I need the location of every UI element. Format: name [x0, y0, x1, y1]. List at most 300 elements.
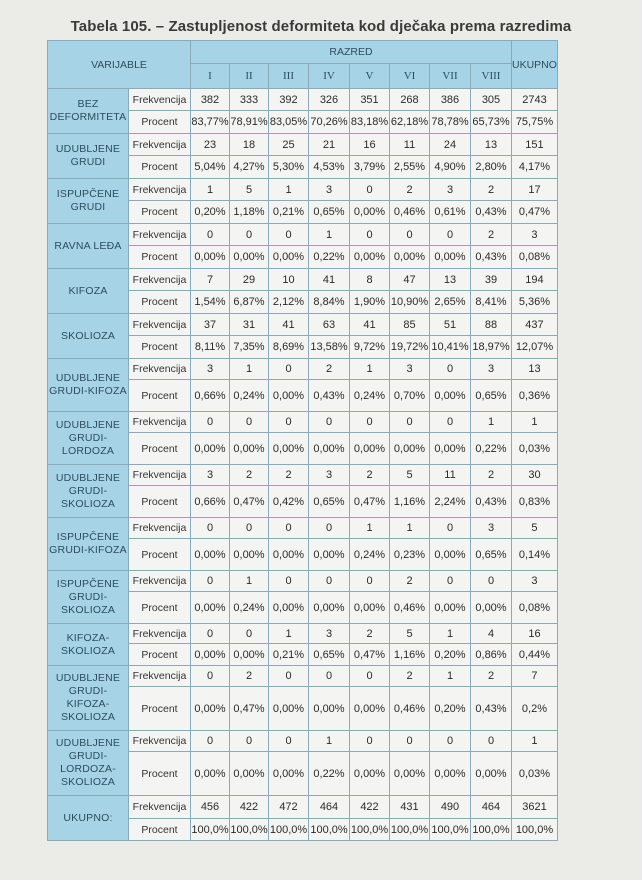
table-row — [48, 359, 558, 380]
percent-cell: 0,00% — [309, 539, 350, 571]
percent-cell: 100,0% — [390, 819, 430, 841]
table-row — [48, 134, 558, 156]
frequency-cell: 268 — [390, 89, 430, 111]
frequency-cell: 0 — [191, 224, 230, 246]
frequency-cell: 7 — [191, 269, 230, 291]
frequency-cell: 1 — [350, 518, 390, 539]
percent-cell: 4,53% — [309, 156, 350, 179]
percent-cell: 0,00% — [191, 644, 230, 666]
frequency-cell: 13 — [471, 134, 512, 156]
frequency-cell: 490 — [430, 796, 471, 819]
percent-cell: 0,46% — [390, 687, 430, 731]
percent-cell: 5,36% — [512, 291, 558, 314]
row-type-label: Frekvencija — [129, 89, 191, 111]
frequency-cell: 16 — [512, 624, 558, 644]
row-variable-label: ISPUPČENE GRUDI-SKOLIOZA — [48, 571, 129, 624]
frequency-cell: 0 — [230, 624, 269, 644]
frequency-cell: 0 — [350, 179, 390, 201]
percent-cell: 0,00% — [230, 246, 269, 269]
frequency-cell: 1 — [230, 359, 269, 380]
frequency-cell: 0 — [309, 412, 350, 433]
frequency-cell: 0 — [191, 518, 230, 539]
percent-cell: 0,00% — [269, 752, 309, 796]
frequency-cell: 2743 — [512, 89, 558, 111]
frequency-cell: 1 — [512, 731, 558, 752]
frequency-cell: 2 — [309, 359, 350, 380]
percent-cell: 9,72% — [350, 336, 390, 359]
frequency-cell: 0 — [230, 412, 269, 433]
frequency-cell: 11 — [390, 134, 430, 156]
percent-cell: 0,00% — [309, 433, 350, 465]
percent-cell: 0,00% — [350, 592, 390, 624]
percent-cell: 0,00% — [390, 433, 430, 465]
frequency-cell: 1 — [269, 624, 309, 644]
percent-cell: 0,47% — [512, 201, 558, 224]
frequency-cell: 0 — [269, 571, 309, 592]
row-type-label: Procent — [129, 433, 191, 465]
percent-cell: 0,00% — [430, 752, 471, 796]
percent-cell: 8,69% — [269, 336, 309, 359]
row-type-label: Frekvencija — [129, 412, 191, 433]
frequency-cell: 3 — [191, 359, 230, 380]
percent-cell: 0,00% — [350, 752, 390, 796]
percent-cell: 100,0% — [269, 819, 309, 841]
frequency-cell: 0 — [350, 412, 390, 433]
table-row — [48, 796, 558, 819]
frequency-cell: 2 — [230, 465, 269, 486]
frequency-cell: 63 — [309, 314, 350, 336]
percent-cell: 1,16% — [390, 486, 430, 518]
percent-cell: 0,00% — [309, 592, 350, 624]
percent-cell: 0,00% — [471, 592, 512, 624]
percent-cell: 0,00% — [230, 539, 269, 571]
frequency-cell: 8 — [350, 269, 390, 291]
percent-cell: 100,0% — [471, 819, 512, 841]
frequency-cell: 456 — [191, 796, 230, 819]
percent-cell: 0,00% — [430, 592, 471, 624]
frequency-cell: 39 — [471, 269, 512, 291]
frequency-cell: 0 — [430, 731, 471, 752]
frequency-cell: 0 — [471, 731, 512, 752]
percent-cell: 0,00% — [471, 752, 512, 796]
frequency-cell: 0 — [430, 224, 471, 246]
percent-cell: 2,12% — [269, 291, 309, 314]
frequency-cell: 464 — [471, 796, 512, 819]
frequency-cell: 41 — [350, 314, 390, 336]
percent-cell: 0,23% — [390, 539, 430, 571]
row-type-label: Procent — [129, 246, 191, 269]
percent-cell: 0,00% — [269, 592, 309, 624]
frequency-cell: 41 — [309, 269, 350, 291]
table-row — [48, 89, 558, 111]
row-type-label: Frekvencija — [129, 314, 191, 336]
frequency-cell: 18 — [230, 134, 269, 156]
grade-label: I — [208, 70, 212, 82]
frequency-cell: 3 — [390, 359, 430, 380]
frequency-cell: 16 — [350, 134, 390, 156]
percent-cell: 4,90% — [430, 156, 471, 179]
percent-cell: 0,21% — [269, 201, 309, 224]
percent-cell: 0,08% — [512, 592, 558, 624]
table-row — [48, 412, 558, 433]
percent-cell: 0,46% — [390, 201, 430, 224]
percent-cell: 0,24% — [350, 380, 390, 412]
frequency-cell: 11 — [430, 465, 471, 486]
frequency-cell: 5 — [390, 624, 430, 644]
percent-cell: 0,65% — [309, 486, 350, 518]
frequency-cell: 0 — [191, 624, 230, 644]
percent-cell: 0,00% — [269, 539, 309, 571]
table-row — [48, 314, 558, 336]
percent-cell: 0,43% — [309, 380, 350, 412]
frequency-cell: 0 — [309, 518, 350, 539]
percent-cell: 0,00% — [390, 752, 430, 796]
table-row — [48, 731, 558, 752]
percent-cell: 0,08% — [512, 246, 558, 269]
grade-label: III — [283, 70, 294, 82]
frequency-cell: 3621 — [512, 796, 558, 819]
percent-cell: 0,00% — [350, 246, 390, 269]
frequency-cell: 3 — [430, 179, 471, 201]
header-grade — [471, 64, 512, 89]
frequency-cell: 0 — [390, 224, 430, 246]
frequency-cell: 2 — [269, 465, 309, 486]
percent-cell: 0,00% — [430, 539, 471, 571]
percent-cell: 0,00% — [430, 380, 471, 412]
percent-cell: 0,00% — [269, 433, 309, 465]
percent-cell: 5,30% — [269, 156, 309, 179]
table-caption: Tabela 105. – Zastupljenost deformiteta kod dječaka prema razredima — [70, 18, 572, 35]
row-variable-label: ISPUPČENE GRUDI-KIFOZA — [48, 518, 129, 571]
header-ukupno: UKUPNO — [512, 41, 558, 89]
row-variable-label: UKUPNO: — [48, 796, 129, 841]
percent-cell: 78,78% — [430, 111, 471, 134]
frequency-cell: 1 — [309, 224, 350, 246]
frequency-cell: 17 — [512, 179, 558, 201]
frequency-cell: 51 — [430, 314, 471, 336]
grade-label: VII — [442, 70, 458, 82]
percent-cell: 83,77% — [191, 111, 230, 134]
row-variable-label: ISPUPČENE GRUDI — [48, 179, 129, 224]
frequency-cell: 2 — [390, 666, 430, 687]
percent-cell: 12,07% — [512, 336, 558, 359]
frequency-cell: 1 — [191, 179, 230, 201]
percent-cell: 0,00% — [191, 246, 230, 269]
row-type-label: Frekvencija — [129, 134, 191, 156]
frequency-cell: 85 — [390, 314, 430, 336]
percent-cell: 5,04% — [191, 156, 230, 179]
percent-cell: 0,22% — [309, 752, 350, 796]
row-variable-label: KIFOZA — [48, 269, 129, 314]
percent-cell: 0,20% — [430, 687, 471, 731]
frequency-cell: 464 — [309, 796, 350, 819]
percent-cell: 0,14% — [512, 539, 558, 571]
percent-cell: 2,65% — [430, 291, 471, 314]
percent-cell: 0,00% — [350, 687, 390, 731]
table-row — [48, 518, 558, 539]
header-grade — [191, 64, 230, 89]
header-grade — [309, 64, 350, 89]
frequency-cell: 392 — [269, 89, 309, 111]
frequency-cell: 5 — [390, 465, 430, 486]
frequency-cell: 0 — [350, 571, 390, 592]
percent-cell: 0,00% — [430, 433, 471, 465]
frequency-cell: 1 — [512, 412, 558, 433]
percent-cell: 100,0% — [512, 819, 558, 841]
percent-cell: 78,91% — [230, 111, 269, 134]
row-type-label: Frekvencija — [129, 571, 191, 592]
header-grade — [230, 64, 269, 89]
frequency-cell: 2 — [471, 224, 512, 246]
row-type-label: Procent — [129, 380, 191, 412]
frequency-cell: 3 — [309, 624, 350, 644]
frequency-cell: 0 — [230, 518, 269, 539]
frequency-cell: 2 — [471, 179, 512, 201]
frequency-cell: 0 — [269, 731, 309, 752]
percent-cell: 0,47% — [350, 486, 390, 518]
frequency-cell: 30 — [512, 465, 558, 486]
percent-cell: 0,00% — [230, 433, 269, 465]
percent-cell: 0,65% — [309, 201, 350, 224]
frequency-cell: 47 — [390, 269, 430, 291]
row-variable-label: UDUBLJENE GRUDI-KIFOZA — [48, 359, 129, 412]
row-variable-label: UDUBLJENE GRUDI — [48, 134, 129, 179]
header-row-1 — [48, 41, 558, 64]
percent-cell: 0,42% — [269, 486, 309, 518]
percent-cell: 0,00% — [269, 380, 309, 412]
percent-cell: 83,18% — [350, 111, 390, 134]
frequency-cell: 422 — [350, 796, 390, 819]
header-grade — [390, 64, 430, 89]
percent-cell: 6,87% — [230, 291, 269, 314]
percent-cell: 100,0% — [230, 819, 269, 841]
frequency-cell: 2 — [390, 179, 430, 201]
percent-cell: 1,90% — [350, 291, 390, 314]
percent-cell: 0,00% — [350, 201, 390, 224]
frequency-cell: 0 — [309, 666, 350, 687]
header-varijable: VARIJABLE — [48, 41, 191, 89]
frequency-cell: 1 — [350, 359, 390, 380]
row-variable-label: SKOLIOZA — [48, 314, 129, 359]
percent-cell: 100,0% — [350, 819, 390, 841]
percent-cell: 2,55% — [390, 156, 430, 179]
frequency-cell: 13 — [430, 269, 471, 291]
frequency-cell: 0 — [390, 412, 430, 433]
frequency-cell: 0 — [191, 666, 230, 687]
frequency-cell: 13 — [512, 359, 558, 380]
frequency-cell: 0 — [269, 412, 309, 433]
frequency-cell: 3 — [309, 179, 350, 201]
frequency-cell: 0 — [350, 666, 390, 687]
percent-cell: 13,58% — [309, 336, 350, 359]
percent-cell: 8,11% — [191, 336, 230, 359]
percent-cell: 0,43% — [471, 201, 512, 224]
percent-cell: 0,00% — [269, 687, 309, 731]
frequency-cell: 0 — [471, 571, 512, 592]
percent-cell: 4,17% — [512, 156, 558, 179]
row-type-label: Procent — [129, 201, 191, 224]
frequency-cell: 431 — [390, 796, 430, 819]
frequency-cell: 3 — [471, 518, 512, 539]
row-type-label: Procent — [129, 111, 191, 134]
row-type-label: Procent — [129, 819, 191, 841]
frequency-cell: 333 — [230, 89, 269, 111]
percent-cell: 0,22% — [309, 246, 350, 269]
row-type-label: Procent — [129, 752, 191, 796]
frequency-cell: 2 — [390, 571, 430, 592]
percent-cell: 10,41% — [430, 336, 471, 359]
frequency-cell: 151 — [512, 134, 558, 156]
frequency-cell: 0 — [430, 412, 471, 433]
frequency-cell: 3 — [471, 359, 512, 380]
table-row — [48, 224, 558, 246]
frequency-cell: 1 — [390, 518, 430, 539]
percent-cell: 0,66% — [191, 486, 230, 518]
percent-cell: 8,41% — [471, 291, 512, 314]
percent-cell: 1,16% — [390, 644, 430, 666]
row-variable-label: UDUBLJENE GRUDI-SKOLIOZA — [48, 465, 129, 518]
percent-cell: 0,00% — [191, 433, 230, 465]
frequency-cell: 382 — [191, 89, 230, 111]
frequency-cell: 2 — [471, 666, 512, 687]
row-type-label: Procent — [129, 644, 191, 666]
frequency-cell: 3 — [512, 224, 558, 246]
frequency-cell: 437 — [512, 314, 558, 336]
row-variable-label: UDUBLJENE GRUDI-LORDOZA-SKOLIOZA — [48, 731, 129, 796]
percent-cell: 0,43% — [471, 687, 512, 731]
frequency-cell: 25 — [269, 134, 309, 156]
percent-cell: 100,0% — [309, 819, 350, 841]
percent-cell: 0,65% — [471, 380, 512, 412]
header-grade — [430, 64, 471, 89]
row-type-label: Frekvencija — [129, 666, 191, 687]
percent-cell: 0,47% — [230, 486, 269, 518]
frequency-cell: 0 — [350, 731, 390, 752]
row-type-label: Frekvencija — [129, 465, 191, 486]
percent-cell: 0,00% — [230, 752, 269, 796]
frequency-cell: 1 — [269, 179, 309, 201]
percent-cell: 0,03% — [512, 752, 558, 796]
percent-cell: 19,72% — [390, 336, 430, 359]
percent-cell: 0,00% — [191, 687, 230, 731]
frequency-cell: 194 — [512, 269, 558, 291]
frequency-cell: 0 — [269, 359, 309, 380]
percent-cell: 0,24% — [230, 592, 269, 624]
row-variable-label: KIFOZA-SKOLIOZA — [48, 624, 129, 666]
grade-label: VI — [403, 70, 416, 82]
percent-cell: 0,83% — [512, 486, 558, 518]
frequency-cell: 10 — [269, 269, 309, 291]
frequency-cell: 0 — [191, 731, 230, 752]
row-variable-label: RAVNA LEĐA — [48, 224, 129, 269]
frequency-cell: 29 — [230, 269, 269, 291]
row-type-label: Procent — [129, 156, 191, 179]
row-type-label: Procent — [129, 592, 191, 624]
percent-cell: 0,43% — [471, 486, 512, 518]
percent-cell: 0,70% — [390, 380, 430, 412]
frequency-cell: 351 — [350, 89, 390, 111]
frequency-cell: 2 — [471, 465, 512, 486]
percent-cell: 0,46% — [390, 592, 430, 624]
row-type-label: Frekvencija — [129, 731, 191, 752]
frequency-cell: 1 — [471, 412, 512, 433]
percent-cell: 0,43% — [471, 246, 512, 269]
percent-cell: 62,18% — [390, 111, 430, 134]
percent-cell: 0,65% — [309, 644, 350, 666]
deformity-table-wrapper — [47, 40, 558, 841]
percent-cell: 2,80% — [471, 156, 512, 179]
frequency-cell: 1 — [430, 624, 471, 644]
frequency-cell: 5 — [230, 179, 269, 201]
percent-cell: 0,24% — [350, 539, 390, 571]
percent-cell: 100,0% — [191, 819, 230, 841]
header-grade — [269, 64, 309, 89]
percent-cell: 0,65% — [471, 539, 512, 571]
frequency-cell: 5 — [512, 518, 558, 539]
percent-cell: 0,20% — [430, 644, 471, 666]
percent-cell: 8,84% — [309, 291, 350, 314]
percent-cell: 0,21% — [269, 644, 309, 666]
percent-cell: 0,2% — [512, 687, 558, 731]
frequency-cell: 0 — [191, 412, 230, 433]
frequency-cell: 472 — [269, 796, 309, 819]
row-type-label: Procent — [129, 336, 191, 359]
row-type-label: Procent — [129, 486, 191, 518]
percent-cell: 0,47% — [230, 687, 269, 731]
percent-cell: 70,26% — [309, 111, 350, 134]
table-row — [48, 179, 558, 201]
header-razred: RAZRED — [191, 41, 512, 64]
percent-cell: 0,00% — [390, 246, 430, 269]
percent-cell: 0,00% — [309, 687, 350, 731]
percent-cell: 0,00% — [350, 433, 390, 465]
frequency-cell: 23 — [191, 134, 230, 156]
frequency-cell: 4 — [471, 624, 512, 644]
percent-cell: 0,00% — [230, 644, 269, 666]
percent-cell: 0,61% — [430, 201, 471, 224]
frequency-cell: 1 — [230, 571, 269, 592]
percent-cell: 0,00% — [191, 752, 230, 796]
frequency-cell: 0 — [350, 224, 390, 246]
row-type-label: Procent — [129, 687, 191, 731]
row-type-label: Frekvencija — [129, 518, 191, 539]
frequency-cell: 2 — [230, 666, 269, 687]
row-type-label: Frekvencija — [129, 224, 191, 246]
grade-label: VIII — [481, 70, 501, 82]
frequency-cell: 0 — [430, 571, 471, 592]
table-row — [48, 571, 558, 592]
percent-cell: 0,00% — [269, 246, 309, 269]
frequency-cell: 1 — [430, 666, 471, 687]
frequency-cell: 0 — [269, 666, 309, 687]
frequency-cell: 386 — [430, 89, 471, 111]
table-row — [48, 624, 558, 644]
row-type-label: Frekvencija — [129, 796, 191, 819]
frequency-cell: 7 — [512, 666, 558, 687]
row-type-label: Frekvencija — [129, 359, 191, 380]
table-row — [48, 666, 558, 687]
table-row — [48, 465, 558, 486]
frequency-cell: 0 — [191, 571, 230, 592]
percent-cell: 0,00% — [430, 246, 471, 269]
percent-cell: 2,24% — [430, 486, 471, 518]
row-variable-label: BEZ DEFORMITETA — [48, 89, 129, 134]
percent-cell: 1,18% — [230, 201, 269, 224]
row-variable-label: UDUBLJENE GRUDI-LORDOZA — [48, 412, 129, 465]
percent-cell: 0,03% — [512, 433, 558, 465]
row-type-label: Frekvencija — [129, 624, 191, 644]
frequency-cell: 0 — [430, 518, 471, 539]
